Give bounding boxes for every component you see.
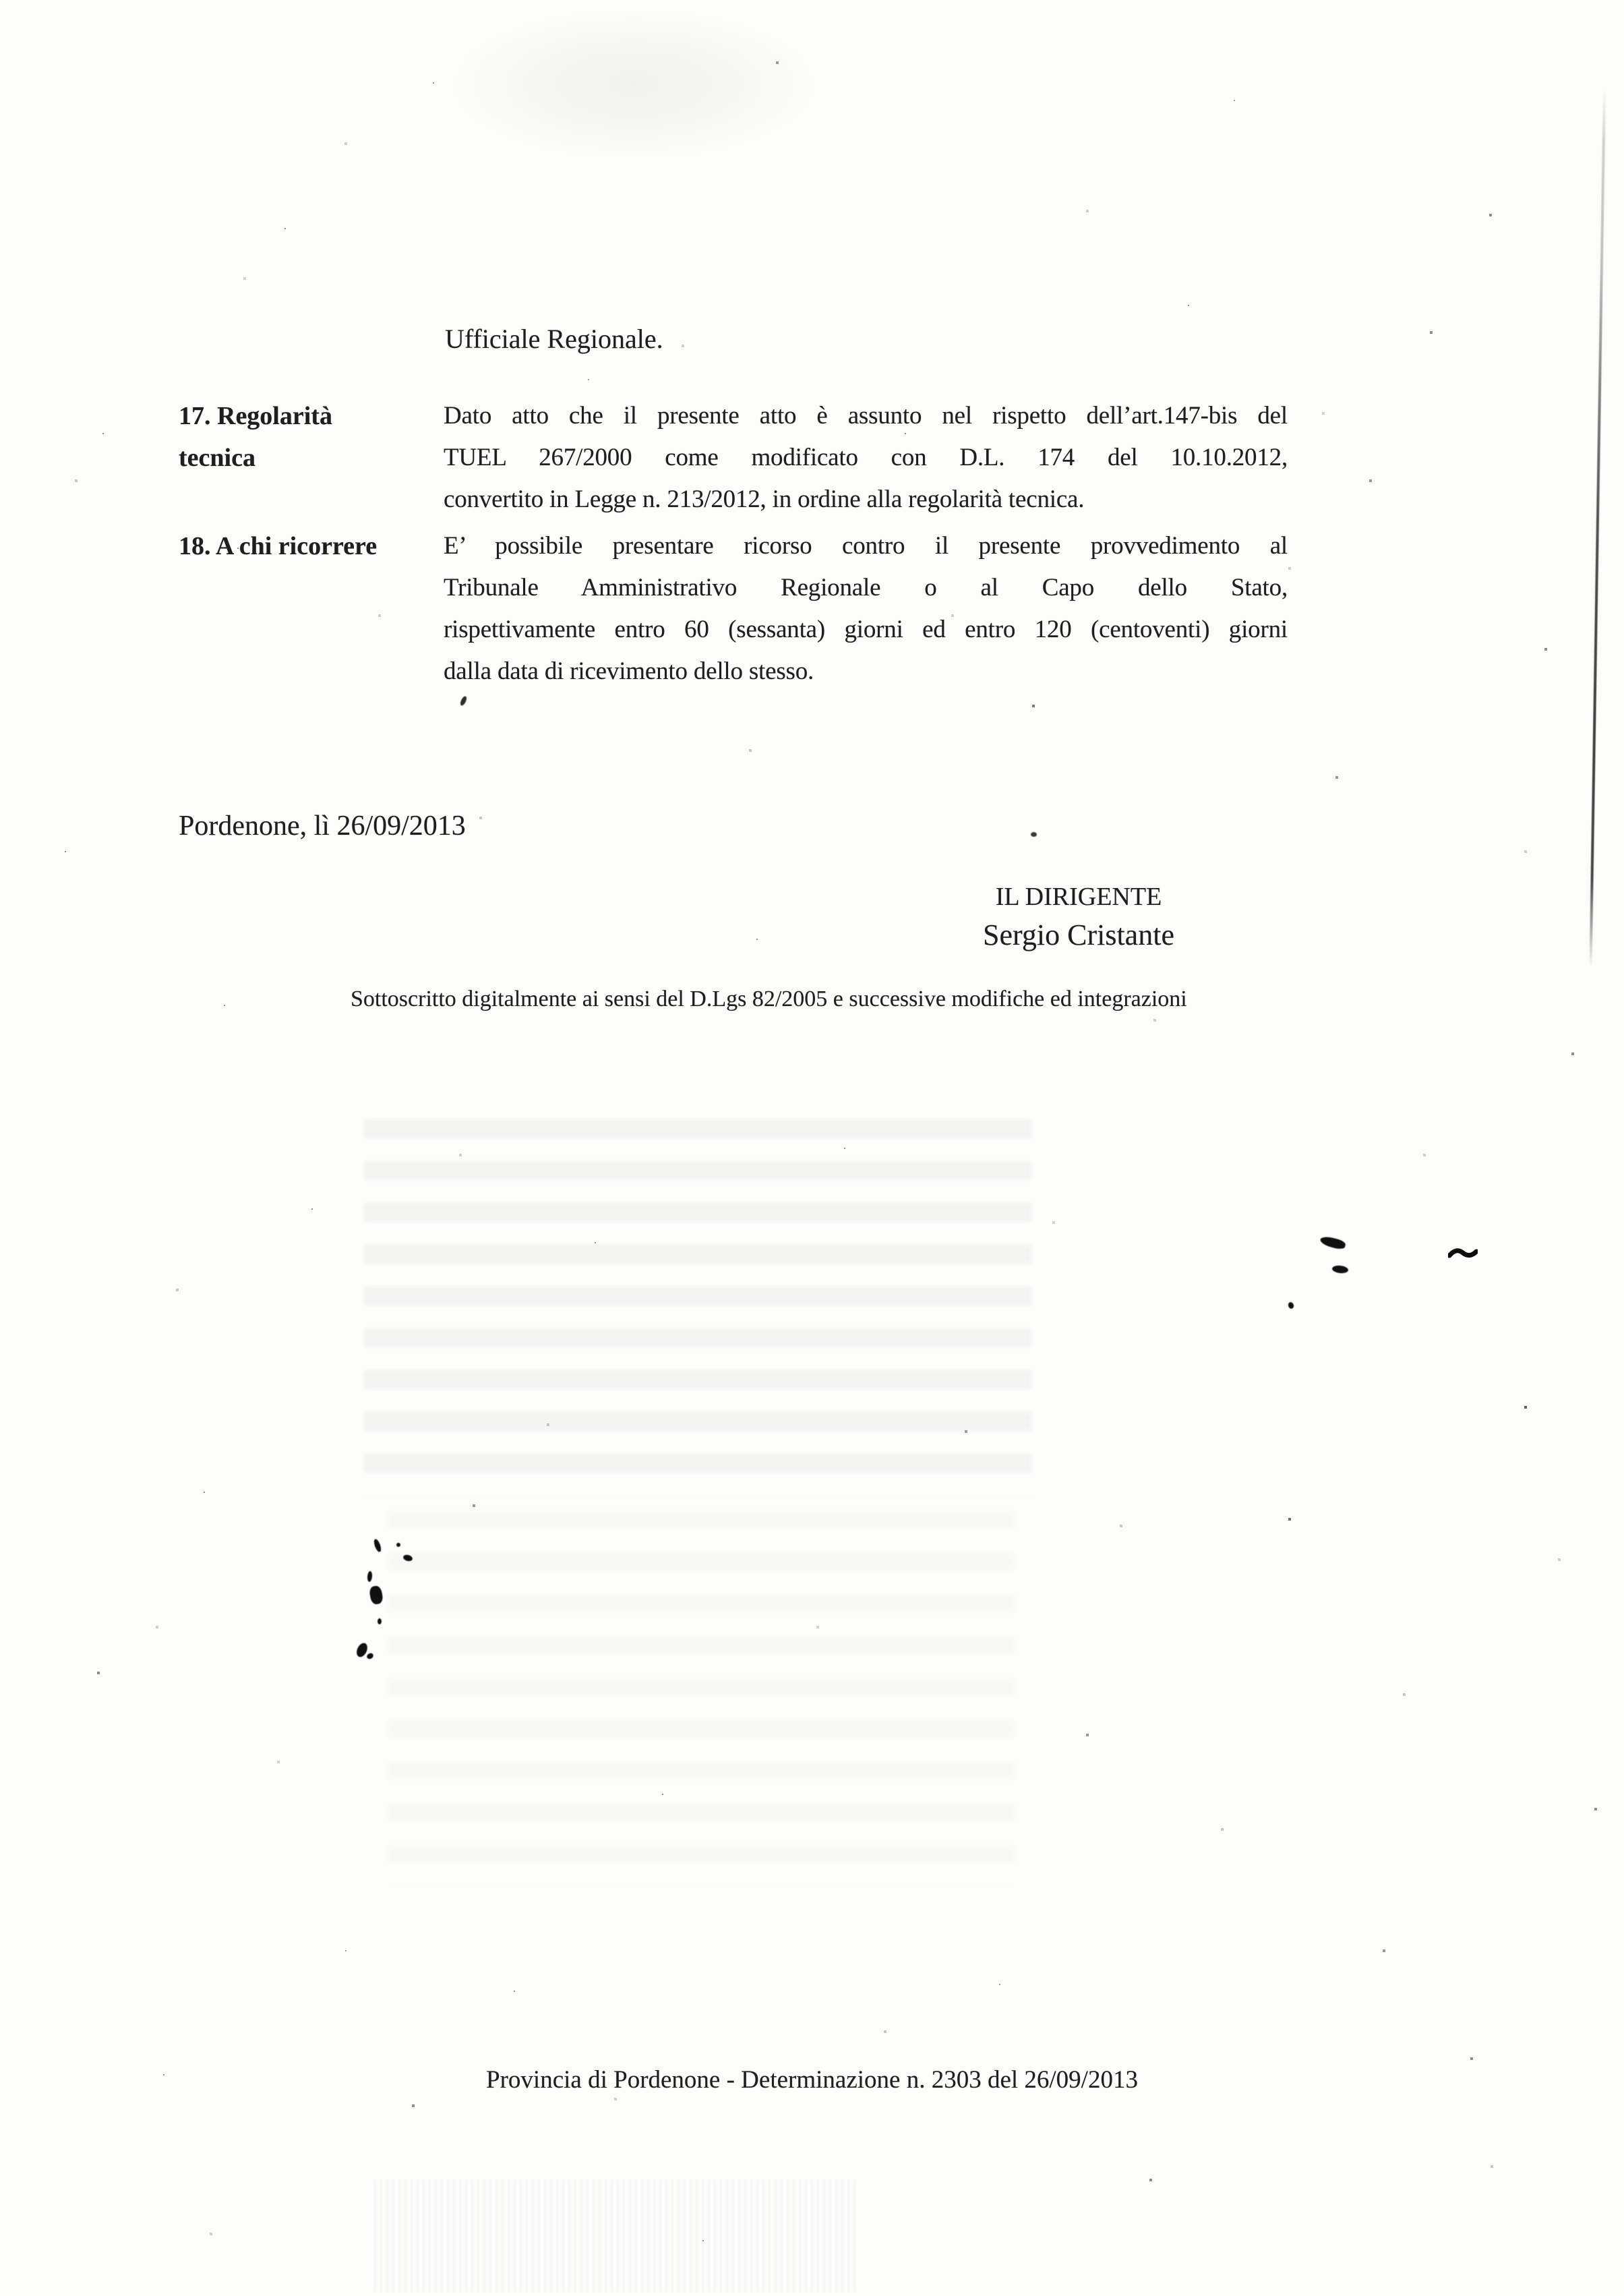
digital-signature-note: Sottoscritto digitalmente ai sensi del D.Lgs 82/2005 e successive modifiche ed integrazioni: [351, 987, 1187, 1011]
stray-accent-mark-artifact: [459, 695, 468, 707]
noise-speckles-dark: [0, 0, 1, 1]
ink-blot-artifact: [373, 1538, 382, 1553]
pen-mark-artifact: [1331, 1265, 1348, 1274]
dateline: Pordenone, lì 26/09/2013: [179, 811, 466, 842]
top-smudge-artifact: [445, 7, 822, 162]
bottom-streaks-artifact: [374, 2179, 860, 2293]
pen-mark-artifact: [1319, 1235, 1346, 1251]
stray-speck-artifact: [1031, 832, 1037, 837]
body-line: rispettivamente entro 60 (sessanta) giorni ed entro 120 (centoventi) giorni: [444, 616, 1288, 643]
ink-blot-artifact: [366, 1652, 375, 1660]
signature-name: Sergio Cristante: [983, 918, 1174, 951]
body-line: dalla data di ricevimento dello stesso.: [444, 657, 814, 685]
ink-blot-artifact: [396, 1543, 400, 1547]
ghost-text-band: [388, 1510, 1015, 1888]
noise-speckles-light: [0, 0, 1, 1]
ink-blot-artifact: [378, 1618, 382, 1624]
signature-role: IL DIRIGENTE: [995, 883, 1162, 911]
ink-blot-artifact: [369, 1585, 384, 1606]
pen-mark-wave-artifact: [1448, 1245, 1478, 1264]
body-line: Dato atto che il presente atto è assunto nel rispetto dell’art.147-bis del: [444, 402, 1288, 430]
ink-blot-artifact: [367, 1571, 372, 1583]
carryover-line: Ufficiale Regionale.: [445, 324, 663, 354]
section-18-body: [444, 525, 1288, 693]
pen-mark-artifact: [1288, 1301, 1295, 1309]
body-line: E’ possibile presentare ricorso contro il presente provvedimento al: [444, 532, 1288, 560]
section-17-label: 17. Regolarità tecnica: [179, 402, 332, 472]
ghost-text-band: [364, 1119, 1031, 1497]
body-line: TUEL 267/2000 come modificato con D.L. 174 del 10.10.2012,: [444, 444, 1288, 471]
body-line: convertito in Legge n. 213/2012, in ordine alla regolarità tecnica.: [444, 485, 1085, 513]
section-17-body: [444, 395, 1288, 521]
section-18-label: 18. A chi ricorrere: [179, 532, 378, 560]
body-line: Tribunale Amministrativo Regionale o al Capo dello Stato,: [444, 574, 1288, 601]
page-footer: Provincia di Pordenone - Determinazione n. 2303 del 26/09/2013: [486, 2066, 1138, 2094]
ink-blot-artifact: [402, 1554, 413, 1562]
scan-line-artifact: [1590, 89, 1606, 967]
